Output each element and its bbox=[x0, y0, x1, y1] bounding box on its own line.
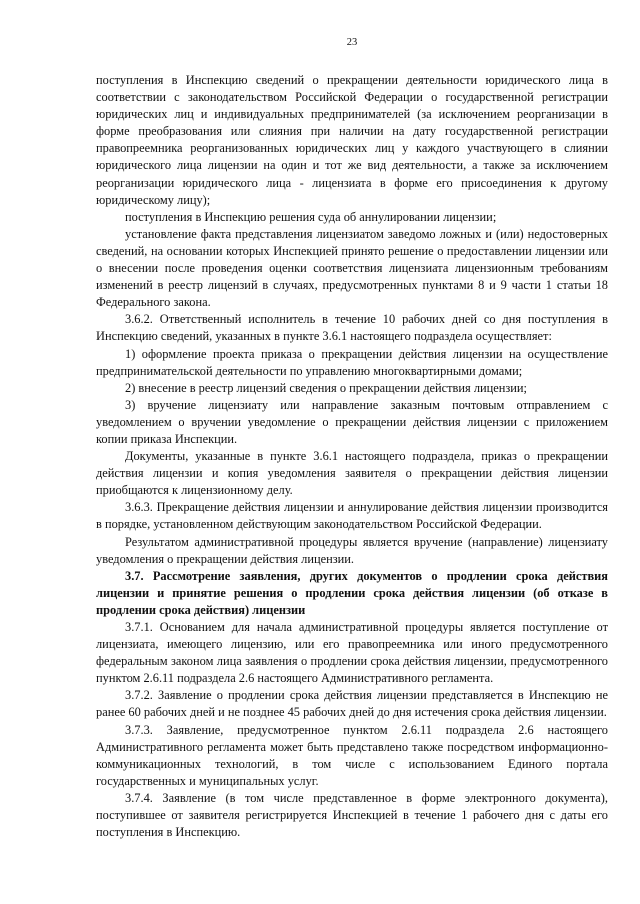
paragraph-2: поступления в Инспекцию решения суда об аннулировании лицензии; bbox=[125, 209, 497, 224]
paragraph-15: 3.7.4. Заявление (в том числе представленное в форме электронного документа), поступившее от заявителя регистрируется Инспекцией в течение 1 рабочего дня с даты его поступления в Инспекцию. bbox=[96, 790, 608, 840]
section-heading: 3.7. Рассмотрение заявления, других документов о продлении срока действия лицензии и принятие решения о продлении срока действия лицензии (об отказе в продлении срока действия) лицензии bbox=[96, 568, 608, 617]
paragraph-8: Документы, указанные в пункте 3.6.1 настоящего подраздела, приказ о прекращении действия лицензии и копия уведомления заявителя о прекращении действия лицензии приобщаются к лицензионному делу. bbox=[96, 449, 608, 498]
paragraph-9: 3.6.3. Прекращение действия лицензии и аннулирование действия лицензии производится в порядке, установленном действующим законодательством Российской Федерации. bbox=[96, 500, 608, 532]
paragraph-3: установление факта представления лицензиатом заведомо ложных и (или) недостоверных сведений, на основании которых Инспекцией принято решение о предоставлении лицензии или о внесении после проведения оценки соответствия лицензиата лицензионным требованиям изменений в реестр лицензий в случаях, предусмотренных пунктами 8 и 9 части 1 статьи 18 Федерального закона. bbox=[96, 226, 608, 310]
paragraph-12: 3.7.1. Основанием для начала административной процедуры является поступление от лицензиата, имеющего лицензию, или его правопреемника или иного предусмотренного федеральным законом лица заявления о продлении срока действия лицензии, предусмотренного пунктом 2.6.11 подраздела 2.6 настоящего Административного регламента. bbox=[96, 620, 608, 686]
page-number: 23 bbox=[346, 37, 358, 48]
paragraph-13: 3.7.2. Заявление о продлении срока действия лицензии представляется в Инспекцию не ранее 60 рабочих дней и не позднее 45 рабочих дней до дня истечения срока действия лицензии. bbox=[96, 688, 608, 720]
paragraph-6: 2) внесение в реестр лицензий сведения о прекращении действия лицензии; bbox=[125, 380, 528, 395]
paragraph-5: 1) оформление проекта приказа о прекращении действия лицензии на осуществление предпринимательской деятельности по управлению многоквартирными домами; bbox=[96, 346, 608, 378]
paragraph-14: 3.7.3. Заявление, предусмотренное пунктом 2.6.11 подраздела 2.6 настоящего Административного регламента может быть представлено также посредством информационно-коммуникационных технологий, в том числе с использованием Единого портала государственных и муниципальных услуг. bbox=[96, 722, 608, 788]
paragraph-4: 3.6.2. Ответственный исполнитель в течение 10 рабочих дней со дня поступления в Инспекцию сведений, указанных в пункте 3.6.1 настоящего подраздела осуществляет: bbox=[96, 312, 608, 344]
paragraph-7: 3) вручение лицензиату или направление заказным почтовым отправлением с уведомлением о вручении уведомление о прекращении действия лицензии с приложением копии приказа Инспекции. bbox=[96, 397, 608, 446]
paragraph-10: Результатом административной процедуры является вручение (направление) лицензиату уведомления о прекращении действия лицензии. bbox=[96, 534, 608, 566]
paragraph-1: поступления в Инспекцию сведений о прекращении деятельности юридического лица в соответствии с законодательством Российской Федерации о государственной регистрации юридических лиц и индивидуальных предпринимателей (за исключением реорганизации в форме преобразования или слияния при наличии на дату государственной регистрации правопреемника реорганизованных юридических лиц у каждого участвующего в слиянии юридического лица лицензии на один и тот же вид деятельности, а также за исключением реорганизации юридического лица - лицензиата в форме его присоединения к другому юридическому лицу); bbox=[96, 73, 608, 207]
document-body bbox=[96, 72, 608, 841]
